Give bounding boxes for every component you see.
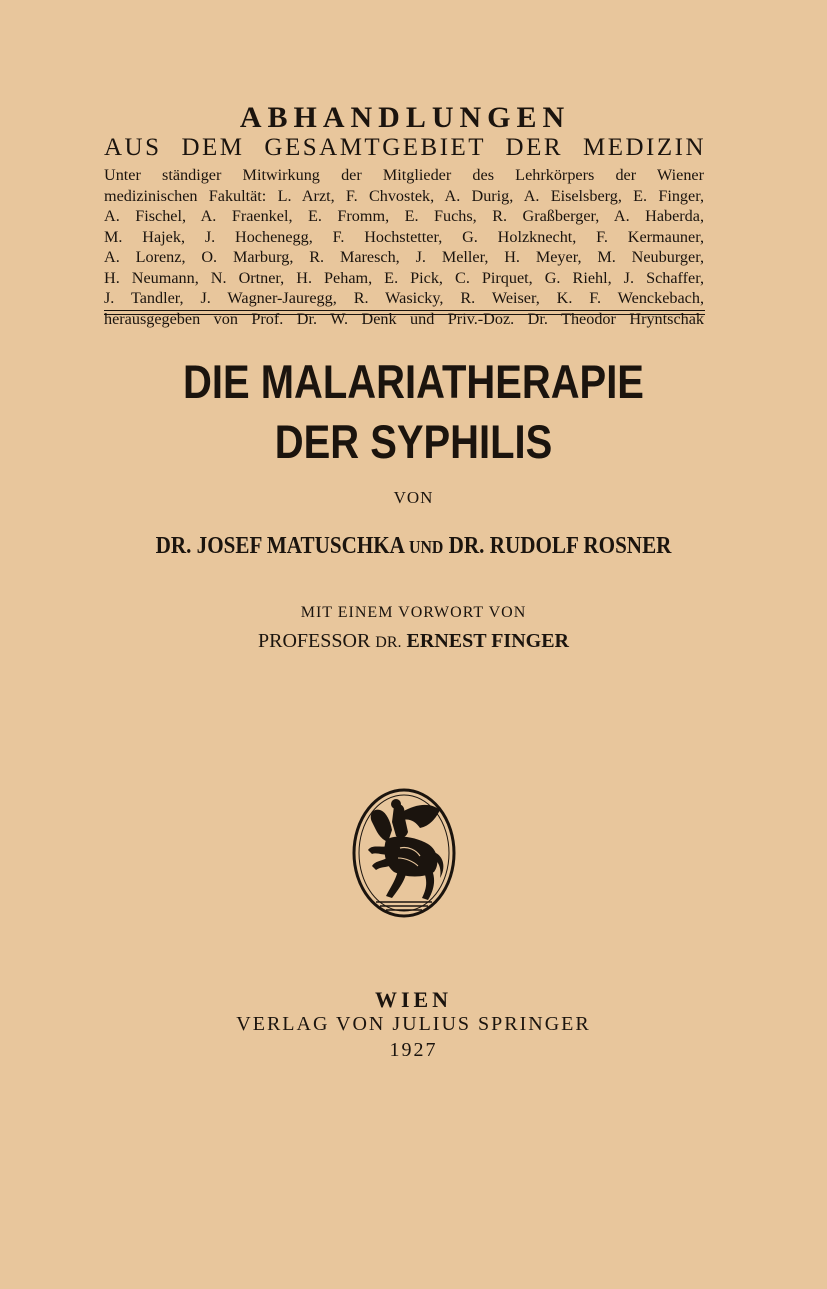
imprint-publisher: VERLAG VON JULIUS SPRINGER [236,1013,591,1035]
imprint-year: 1927 [389,1039,438,1061]
book-title-line-1: DIE MALARIATHERAPIE [183,355,644,408]
contributor-list [104,165,704,329]
book-title [113,352,714,472]
author1-prefix: DR. [155,533,192,559]
author-conjunction: UND [409,537,444,557]
divider-rule-top [104,310,705,311]
preface-author-name: ERNEST FINGER [406,630,569,652]
divider-rule-bottom [104,314,705,315]
byline-von: VON [393,488,434,507]
contributor-line: H. Neumann, N. Ortner, H. Peham, E. Pick, C. Pirquet, G. Riehl, J. Schaffer, [104,268,704,287]
series-subtitle: AUS DEM GESAMTGEBIET DER MEDIZIN [104,134,706,161]
contributor-line: M. Hajek, J. Hochenegg, F. Hochstetter, G. Holzknecht, F. Kermauner, [104,227,704,246]
contributor-line: A. Fischel, A. Fraenkel, E. Fromm, E. Fuchs, R. Graßberger, A. Haberda, [104,207,704,225]
contributor-line: Unter ständiger Mitwirkung der Mitglieder des Lehrkörpers der Wiener [104,166,704,184]
author1-name: JOSEF MATUSCHKA [196,533,404,559]
preface-author [0,630,827,653]
author2-prefix: DR. [448,533,485,559]
imprint-place: WIEN [374,987,453,1012]
author2-name: RUDOLF ROSNER [489,533,672,559]
contributor-line: medizinischen Fakultät: L. Arzt, F. Chvostek, A. Durig, A. Eiselsberg, E. Finger, [104,186,704,205]
contributor-line: A. Lorenz, O. Marburg, R. Maresch, J. Meller, H. Meyer, M. Neuburger, [104,248,704,266]
contributor-line: J. Tandler, J. Wagner-Jauregg, R. Wasicky, R. Weiser, K. F. Wenckebach, [104,289,704,307]
publisher-horse-rider-emblem-icon [350,786,458,920]
series-title: ABHANDLUNGEN [239,101,571,134]
preface-line: MIT EINEM VORWORT VON [300,604,527,621]
editor-line: herausgegeben von Prof. Dr. W. Denk und Priv.-Doz. Dr. Theodor Hryntschak [104,309,704,328]
preface-author-title: PROFESSOR [258,630,371,652]
book-title-line-2: DER SYPHILIS [274,415,553,468]
preface-author-prefix: DR. [375,634,402,651]
authors [85,533,742,560]
